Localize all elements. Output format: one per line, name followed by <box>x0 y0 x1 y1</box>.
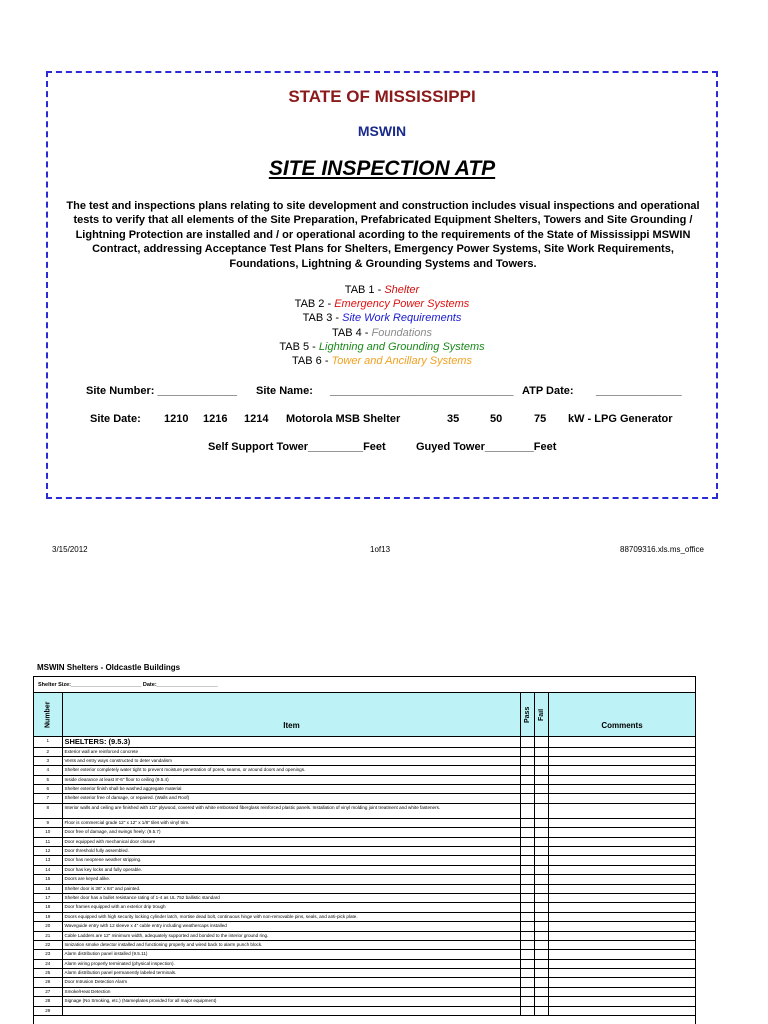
fail-checkbox[interactable] <box>534 893 548 902</box>
row-item: Door threshold fully assembled. <box>62 847 520 856</box>
table-row <box>34 837 695 846</box>
row-item: Alarm distribution panel installed (9.5.11) <box>62 950 520 959</box>
table-row <box>34 856 695 865</box>
comment-cell[interactable] <box>548 818 695 827</box>
row-number: 3 <box>34 756 62 765</box>
site-date-option-1: 1210 <box>164 413 189 425</box>
pass-checkbox[interactable] <box>520 865 534 874</box>
pass-checkbox[interactable] <box>520 756 534 765</box>
fail-checkbox[interactable] <box>534 865 548 874</box>
table-row <box>34 978 695 987</box>
tab-entry <box>48 326 716 340</box>
tab-entry <box>48 283 716 297</box>
header-comments: Comments <box>601 721 643 730</box>
row-item: Door Intrusion Detection Alarm <box>62 978 520 987</box>
comment-cell[interactable] <box>548 903 695 912</box>
state-heading: STATE OF MISSISSIPPI <box>288 87 476 106</box>
row-item: Alarm wiring properly terminated (physical inspection). <box>62 959 520 968</box>
site-number-field: Site Number: _____________ <box>86 385 238 397</box>
comment-cell[interactable] <box>548 931 695 940</box>
table-header <box>34 693 695 737</box>
comment-cell[interactable] <box>548 1006 695 1015</box>
row-item: Exterior wall are reinforced concrete <box>62 747 520 756</box>
fail-checkbox[interactable] <box>534 912 548 921</box>
site-date-option-3: 1214 <box>244 413 269 425</box>
fail-checkbox[interactable] <box>534 756 548 765</box>
shelter-size-date-row: Shelter Size:_______________________ Date:____________________ <box>34 677 695 693</box>
table-row <box>34 818 695 827</box>
comment-cell[interactable] <box>548 766 695 775</box>
atp-date-blank: ______________ <box>596 385 682 397</box>
row-number: 23 <box>34 950 62 959</box>
fail-checkbox[interactable] <box>534 828 548 837</box>
comment-cell[interactable] <box>548 940 695 949</box>
row-item: Inside clearance at least 8'-6" floor to ceiling (9.5.4) <box>62 775 520 784</box>
cover-page-frame <box>46 71 718 499</box>
row-item: Shelter door has a bullet resistance rating of 1-4 as UL 752 ballistic standard <box>62 893 520 902</box>
comment-cell[interactable] <box>548 775 695 784</box>
table-row <box>34 775 695 784</box>
table-row <box>34 766 695 775</box>
fail-checkbox[interactable] <box>534 1006 548 1015</box>
table-row <box>34 922 695 931</box>
fail-checkbox[interactable] <box>534 978 548 987</box>
row-item: Shelter exterior free of damage, or repaired. (Walls and Roof) <box>62 794 520 803</box>
row-item: Door equipped with mechanical door closure <box>62 837 520 846</box>
row-number: 29 <box>34 1006 62 1015</box>
fail-checkbox[interactable] <box>534 818 548 827</box>
comment-cell[interactable] <box>548 893 695 902</box>
fail-checkbox[interactable] <box>534 847 548 856</box>
row-number: 27 <box>34 987 62 996</box>
table-row <box>34 1006 695 1015</box>
table-row <box>34 959 695 968</box>
row-item: Alarm distribution panel permanently labeled terminals. <box>62 969 520 978</box>
checklist-table <box>33 676 696 1024</box>
pass-checkbox[interactable] <box>520 884 534 893</box>
pass-checkbox[interactable] <box>520 766 534 775</box>
table-row <box>34 884 695 893</box>
comment-cell[interactable] <box>548 912 695 921</box>
table-row <box>34 969 695 978</box>
row-item: Interior walls and ceiling are finished with 1/2" plywood, covered with white embossed fiberglass reinforced plastic panels. Installation of vinyl molding joint treatment and white fasteners. <box>62 803 520 818</box>
tab-entry <box>48 297 716 311</box>
comment-cell[interactable] <box>548 969 695 978</box>
pass-checkbox[interactable] <box>520 940 534 949</box>
comment-cell[interactable] <box>548 950 695 959</box>
pass-checkbox[interactable] <box>520 959 534 968</box>
fail-checkbox[interactable] <box>534 950 548 959</box>
table-row <box>34 940 695 949</box>
fail-checkbox[interactable] <box>534 969 548 978</box>
fail-checkbox[interactable] <box>534 794 548 803</box>
row-item: Door has neoprene weather stripping. <box>62 856 520 865</box>
table-row <box>34 737 695 747</box>
tab-name: Tower and Ancillary Systems <box>331 355 472 368</box>
site-name-blank: ______________________________ <box>330 385 514 397</box>
comment-cell[interactable] <box>548 959 695 968</box>
header-fail: Fail <box>535 693 549 737</box>
fail-checkbox[interactable] <box>534 766 548 775</box>
fail-checkbox[interactable] <box>534 875 548 884</box>
tab-name: Emergency Power Systems <box>334 298 470 311</box>
header-item: Item <box>63 693 521 737</box>
fail-checkbox[interactable] <box>534 997 548 1006</box>
pass-checkbox[interactable] <box>520 856 534 865</box>
table-row <box>34 747 695 756</box>
tab-list <box>48 283 716 368</box>
row-number: 5 <box>34 775 62 784</box>
row-item: Cable Ladders are 12" minimum width, adequately supported and bonded to the interior ground ring. <box>62 931 520 940</box>
table-row <box>34 875 695 884</box>
generator-label: kW - LPG Generator <box>568 413 673 425</box>
row-number: 1 <box>34 737 62 747</box>
row-item: Signage (No Smoking, etc.) (Nameplates provided for all major equipment) <box>62 997 520 1006</box>
row-number: 28 <box>34 997 62 1006</box>
atp-date-label: ATP Date: <box>522 385 574 397</box>
comment-cell[interactable] <box>548 828 695 837</box>
fail-checkbox[interactable] <box>534 903 548 912</box>
table-row <box>34 912 695 921</box>
pass-checkbox[interactable] <box>520 847 534 856</box>
header-number: Number <box>34 693 63 737</box>
row-item: Door has key locks and fully operable. <box>62 865 520 874</box>
intro-paragraph: The test and inspections plans relating to site development and construction includes visual inspections and operational tests to verify that all elements of the Site Preparation, Prefabricated Equipment Shelters, Towers and Site Grounding / Lightning Protection are installed and / or operational acording to the requirements of the State of Mississippi MSWIN Contract, addressing Acceptance Test Plans for Shelters, Emergency Power Systems, Site Work Requirements, Foundations, Lightning & Grounding Systems and Towers. <box>66 200 700 270</box>
footer-filename: 88709316.xls.ms_office <box>620 545 704 554</box>
tab-number: TAB 1 - <box>344 284 385 296</box>
pass-checkbox[interactable] <box>520 922 534 931</box>
row-item: Ionization smoke detector installed and functioning properly and wired back to alarm punch block. <box>62 940 520 949</box>
table-row <box>34 803 695 818</box>
row-item: Shelter door is 36" x 84" and painted. <box>62 884 520 893</box>
pass-checkbox[interactable] <box>520 987 534 996</box>
tab-number: TAB 3 - <box>302 312 343 325</box>
row-number: 22 <box>34 940 62 949</box>
fail-checkbox[interactable] <box>534 959 548 968</box>
table-row <box>34 828 695 837</box>
pass-checkbox[interactable] <box>520 775 534 784</box>
tab-entry <box>48 354 716 368</box>
fail-checkbox[interactable] <box>534 737 548 747</box>
row-number: 17 <box>34 893 62 902</box>
row-number: 24 <box>34 959 62 968</box>
row-number: 15 <box>34 875 62 884</box>
pass-checkbox[interactable] <box>520 893 534 902</box>
comment-cell[interactable] <box>548 794 695 803</box>
row-number: 8 <box>34 803 62 818</box>
comment-cell[interactable] <box>548 756 695 765</box>
pass-checkbox[interactable] <box>520 794 534 803</box>
table-row <box>34 785 695 794</box>
pass-checkbox[interactable] <box>520 737 534 747</box>
row-number: 13 <box>34 856 62 865</box>
fail-checkbox[interactable] <box>534 803 548 818</box>
pass-checkbox[interactable] <box>520 978 534 987</box>
row-item: SHELTERS: (9.5.3) <box>62 737 520 747</box>
fail-checkbox[interactable] <box>534 987 548 996</box>
fail-checkbox[interactable] <box>534 940 548 949</box>
table-row <box>34 893 695 902</box>
fail-checkbox[interactable] <box>534 775 548 784</box>
table-row <box>34 950 695 959</box>
tab-entry <box>48 311 716 325</box>
comment-cell[interactable] <box>548 987 695 996</box>
row-number: 10 <box>34 828 62 837</box>
row-number: 18 <box>34 903 62 912</box>
pass-checkbox[interactable] <box>520 828 534 837</box>
kw-option-35: 35 <box>447 413 460 425</box>
fail-checkbox[interactable] <box>534 785 548 794</box>
table-row <box>34 865 695 874</box>
row-number: 11 <box>34 837 62 846</box>
fail-checkbox[interactable] <box>534 856 548 865</box>
comment-cell[interactable] <box>548 837 695 846</box>
row-item <box>62 1006 520 1015</box>
pass-checkbox[interactable] <box>520 969 534 978</box>
footer-date: 3/15/2012 <box>52 545 88 554</box>
table-row <box>34 931 695 940</box>
tab-number: TAB 4 - <box>331 326 372 339</box>
table-row <box>34 794 695 803</box>
pass-checkbox[interactable] <box>520 903 534 912</box>
row-number: 7 <box>34 794 62 803</box>
site-name-label: Site Name: <box>256 385 313 397</box>
comment-cell[interactable] <box>548 785 695 794</box>
row-item: Waveguide entry with 12 sleeve x 4" cable entry including weathercaps installed <box>62 922 520 931</box>
site-date-label: Site Date: <box>90 413 141 425</box>
row-item: Doors are keyed alike. <box>62 875 520 884</box>
tab-name: Shelter <box>384 284 420 296</box>
table-row <box>34 847 695 856</box>
tab-entry <box>48 340 716 354</box>
table-row <box>34 903 695 912</box>
pass-checkbox[interactable] <box>520 818 534 827</box>
comment-cell[interactable] <box>548 856 695 865</box>
fail-checkbox[interactable] <box>534 884 548 893</box>
tab-name: Site Work Requirements <box>342 312 462 325</box>
comment-cell[interactable] <box>548 978 695 987</box>
table-row <box>34 987 695 996</box>
pass-checkbox[interactable] <box>520 837 534 846</box>
comment-cell[interactable] <box>548 737 695 747</box>
row-number: 9 <box>34 818 62 827</box>
row-item: Door free of damage, and swings freely: (9.5.7) <box>62 828 520 837</box>
row-item: Doors equipped with high security locking cylinder latch, mortise dead bolt, continuous hinge with non-removable pins, seals, and anti-pick plate. <box>62 912 520 921</box>
comment-cell[interactable] <box>548 922 695 931</box>
comment-cell[interactable] <box>548 875 695 884</box>
row-item: Smoke/Heat Detection <box>62 987 520 996</box>
pass-checkbox[interactable] <box>520 803 534 818</box>
table-row <box>34 756 695 765</box>
pass-checkbox[interactable] <box>520 950 534 959</box>
fail-checkbox[interactable] <box>534 747 548 756</box>
tab-number: TAB 6 - <box>292 355 332 368</box>
pass-checkbox[interactable] <box>520 912 534 921</box>
pass-checkbox[interactable] <box>520 931 534 940</box>
comment-cell[interactable] <box>548 884 695 893</box>
row-number: 19 <box>34 912 62 921</box>
row-number: 26 <box>34 978 62 987</box>
tab-name: Lightning and Grounding Systems <box>318 340 485 353</box>
kw-option-75: 75 <box>534 413 547 425</box>
header-pass: Pass <box>521 693 535 737</box>
row-number: 4 <box>34 766 62 775</box>
tab-name: Foundations <box>371 326 433 339</box>
comment-cell[interactable] <box>548 803 695 818</box>
footer-page-number: 1of13 <box>370 545 391 554</box>
pass-checkbox[interactable] <box>520 747 534 756</box>
pass-checkbox[interactable] <box>520 785 534 794</box>
row-item: Vents and entry ways constructed to deter vandalism <box>62 756 520 765</box>
site-date-option-2: 1216 <box>203 413 228 425</box>
guyed-tower-field: Guyed Tower________Feet <box>416 441 557 453</box>
row-item: Door frames equipped with an exterior drip trough <box>62 903 520 912</box>
pass-checkbox[interactable] <box>520 875 534 884</box>
pass-checkbox[interactable] <box>520 997 534 1006</box>
fail-checkbox[interactable] <box>534 922 548 931</box>
row-item: Shelter exterior completely water tight to prevent moisture penetration of pores, seams, or around doors and openings. <box>62 766 520 775</box>
tab-number: TAB 5 - <box>279 340 319 353</box>
row-number: 12 <box>34 847 62 856</box>
checklist-rows <box>34 737 695 1016</box>
table-row <box>34 997 695 1006</box>
row-number: 2 <box>34 747 62 756</box>
sheet-title: MSWIN Shelters - Oldcastle Buildings <box>37 663 181 672</box>
row-number: 14 <box>34 865 62 874</box>
pass-checkbox[interactable] <box>520 1006 534 1015</box>
row-number: 25 <box>34 969 62 978</box>
self-support-tower-field: Self Support Tower_________Feet <box>208 441 386 453</box>
fail-checkbox[interactable] <box>534 837 548 846</box>
mswin-heading: MSWIN <box>357 123 407 139</box>
comment-cell[interactable] <box>548 865 695 874</box>
tab-number: TAB 2 - <box>294 298 335 311</box>
row-number: 21 <box>34 931 62 940</box>
comment-cell[interactable] <box>548 997 695 1006</box>
kw-option-50: 50 <box>490 413 503 425</box>
page-title: SITE INSPECTION ATP <box>268 157 496 180</box>
row-number: 16 <box>34 884 62 893</box>
row-number: 6 <box>34 785 62 794</box>
shelter-type: Motorola MSB Shelter <box>286 413 401 425</box>
comment-cell[interactable] <box>548 747 695 756</box>
row-number: 20 <box>34 922 62 931</box>
row-item: Shelter exterior finish shall be washed aggregate material <box>62 785 520 794</box>
comment-cell[interactable] <box>548 847 695 856</box>
fail-checkbox[interactable] <box>534 931 548 940</box>
row-item: Floor is commercial grade 12" x 12" x 1/8" tiles with vinyl trim. <box>62 818 520 827</box>
